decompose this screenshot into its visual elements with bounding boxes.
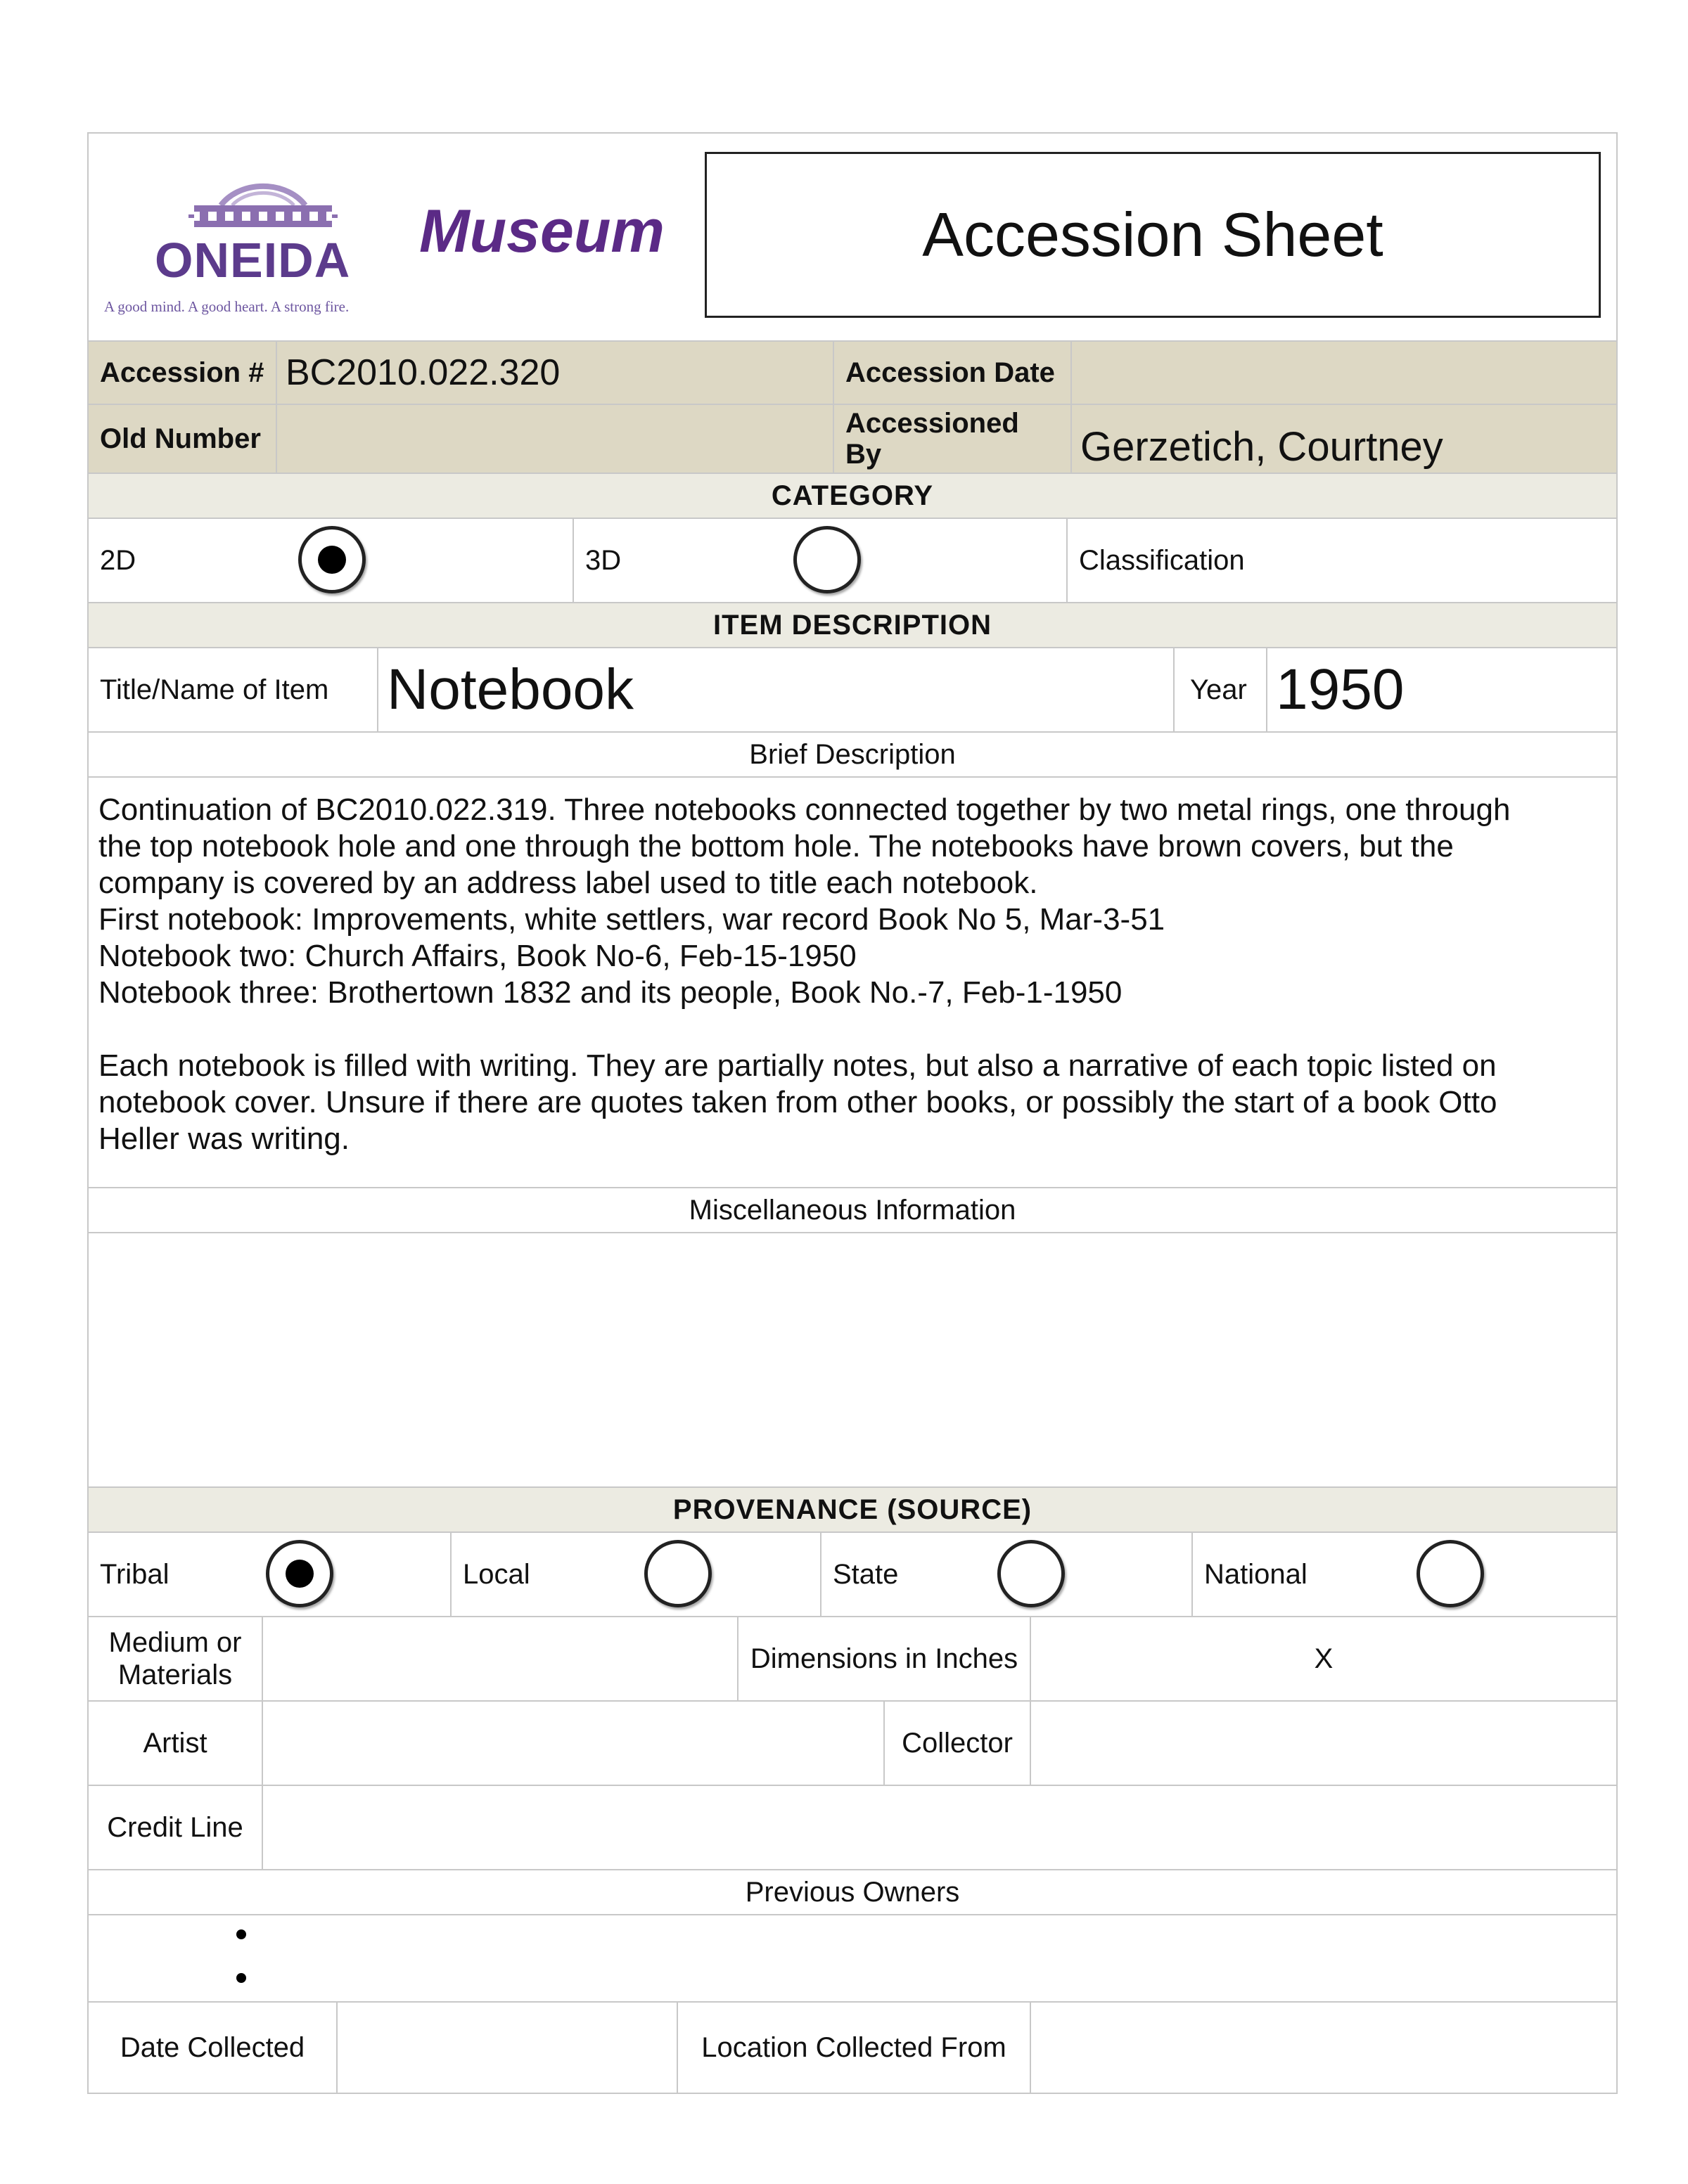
item-name-field[interactable] bbox=[378, 648, 1175, 731]
provenance-row bbox=[89, 1533, 1616, 1616]
medium-row bbox=[89, 1617, 1616, 1700]
accession-number-row bbox=[89, 342, 1616, 404]
dimensions-value: X bbox=[1314, 1643, 1334, 1674]
logo-wordmark: ONEIDA bbox=[155, 233, 351, 288]
credit-line-label: Credit Line bbox=[107, 1811, 243, 1843]
radio-tribal-selected[interactable] bbox=[266, 1540, 333, 1607]
previous-owners-label: Previous Owners bbox=[745, 1876, 960, 1908]
accessioned-by-field[interactable] bbox=[1072, 405, 1616, 473]
artist-label: Artist bbox=[143, 1727, 207, 1759]
date-collected-field[interactable] bbox=[338, 2003, 678, 2093]
year-field[interactable] bbox=[1267, 648, 1616, 731]
provenance-national-option[interactable] bbox=[1193, 1533, 1616, 1616]
item-name-value: Notebook bbox=[387, 657, 634, 721]
item-description-header bbox=[89, 603, 1616, 647]
category-2d-option[interactable] bbox=[89, 519, 574, 602]
artist-row bbox=[89, 1702, 1616, 1785]
previous-owners-header bbox=[89, 1870, 1616, 1914]
provenance-local-option[interactable] bbox=[452, 1533, 821, 1616]
accession-date-label: Accession Date bbox=[845, 356, 1055, 388]
misc-info-label: Miscellaneous Information bbox=[689, 1194, 1016, 1226]
misc-info-header bbox=[89, 1188, 1616, 1232]
year-value: 1950 bbox=[1276, 657, 1405, 721]
collector-field[interactable] bbox=[1031, 1702, 1616, 1785]
provenance-tribal-option[interactable] bbox=[89, 1533, 452, 1616]
brief-description-text: Continuation of BC2010.022.319. Three notebooks connected together by two metal rings, one through the top notebook hole and one through the bottom hole. The notebooks have brown covers, but the company is covered by an address label used to title each notebook. First notebook: Improvements, white settlers, war record Book No 5, Mar-3-51 Notebook two: Church Affairs, Book No-6, Feb-15-1950 Notebook three: Brothertown 1832 and its people, Book No.-7, Feb-1-1950 Each notebook is filled with writing. They are partially notes, but also a narrative of each topic listed on notebook cover. Unsure if there are quotes taken from other books, or possibly the start of a book Otto Heller was writing. bbox=[98, 792, 1511, 1156]
tribal-label: Tribal bbox=[100, 1558, 170, 1590]
bullet-icon bbox=[236, 1973, 246, 1983]
category-2d-label: 2D bbox=[100, 544, 136, 576]
accession-number-field[interactable] bbox=[277, 342, 834, 404]
previous-owners-list[interactable] bbox=[89, 1915, 1616, 2001]
old-number-label: Old Number bbox=[100, 423, 261, 454]
old-number-row bbox=[89, 405, 1616, 473]
credit-line-field[interactable] bbox=[263, 1786, 1616, 1869]
provenance-state-option[interactable] bbox=[821, 1533, 1193, 1616]
item-name-row bbox=[89, 648, 1616, 731]
artist-field[interactable] bbox=[263, 1702, 885, 1785]
year-label: Year bbox=[1190, 674, 1247, 705]
medium-field[interactable] bbox=[263, 1617, 738, 1700]
accessioned-by-label: Accessioned By bbox=[845, 408, 1019, 470]
medium-label: Medium or Materials bbox=[108, 1627, 242, 1690]
location-collected-label: Location Collected From bbox=[701, 2031, 1006, 2063]
classification-field[interactable] bbox=[1068, 519, 1616, 602]
credit-line-row bbox=[89, 1786, 1616, 1869]
category-row bbox=[89, 519, 1616, 602]
category-header bbox=[89, 474, 1616, 518]
radio-3d[interactable] bbox=[793, 526, 861, 593]
page-title: Accession Sheet bbox=[922, 200, 1383, 269]
old-number-field[interactable] bbox=[277, 405, 834, 473]
misc-info-field[interactable] bbox=[89, 1233, 1616, 1486]
national-label: National bbox=[1204, 1558, 1307, 1590]
radio-dot-icon bbox=[286, 1560, 314, 1588]
collector-label: Collector bbox=[902, 1727, 1013, 1759]
divider bbox=[89, 776, 1616, 778]
radio-state[interactable] bbox=[997, 1540, 1065, 1607]
date-collected-label: Date Collected bbox=[120, 2031, 305, 2063]
location-collected-field[interactable] bbox=[1031, 2003, 1616, 2093]
provenance-title: PROVENANCE (SOURCE) bbox=[672, 1494, 1032, 1525]
item-name-label: Title/Name of Item bbox=[100, 674, 329, 705]
local-label: Local bbox=[463, 1558, 530, 1590]
provenance-header bbox=[89, 1488, 1616, 1531]
collected-row bbox=[89, 2003, 1616, 2093]
dimensions-label: Dimensions in Inches bbox=[750, 1643, 1018, 1674]
classification-label: Classification bbox=[1079, 544, 1245, 576]
brief-description-field[interactable] bbox=[89, 792, 1616, 1238]
radio-dot-icon bbox=[318, 546, 346, 574]
radio-national[interactable] bbox=[1417, 1540, 1484, 1607]
accession-number-value: BC2010.022.320 bbox=[286, 352, 561, 393]
radio-2d-selected[interactable] bbox=[298, 526, 366, 593]
logo-tagline: A good mind. A good heart. A strong fire. bbox=[104, 298, 350, 315]
state-label: State bbox=[833, 1558, 899, 1590]
oneida-logo bbox=[101, 162, 397, 323]
title-box bbox=[705, 152, 1601, 318]
item-description-title: ITEM DESCRIPTION bbox=[712, 609, 992, 641]
logo-emblem-icon bbox=[101, 162, 397, 239]
accession-sheet bbox=[87, 132, 1618, 2094]
category-3d-option[interactable] bbox=[574, 519, 1068, 602]
accession-date-field[interactable] bbox=[1072, 342, 1616, 404]
brief-description-header bbox=[89, 733, 1616, 776]
museum-label: Museum bbox=[419, 198, 665, 265]
category-title: CATEGORY bbox=[771, 480, 934, 511]
bullet-icon bbox=[236, 1929, 246, 1939]
dimensions-field[interactable] bbox=[1031, 1617, 1616, 1700]
radio-local[interactable] bbox=[644, 1540, 712, 1607]
brief-description-label: Brief Description bbox=[749, 738, 956, 770]
category-3d-label: 3D bbox=[585, 544, 622, 576]
accession-number-label: Accession # bbox=[100, 356, 264, 388]
accessioned-by-value: Gerzetich, Courtney bbox=[1080, 423, 1443, 470]
